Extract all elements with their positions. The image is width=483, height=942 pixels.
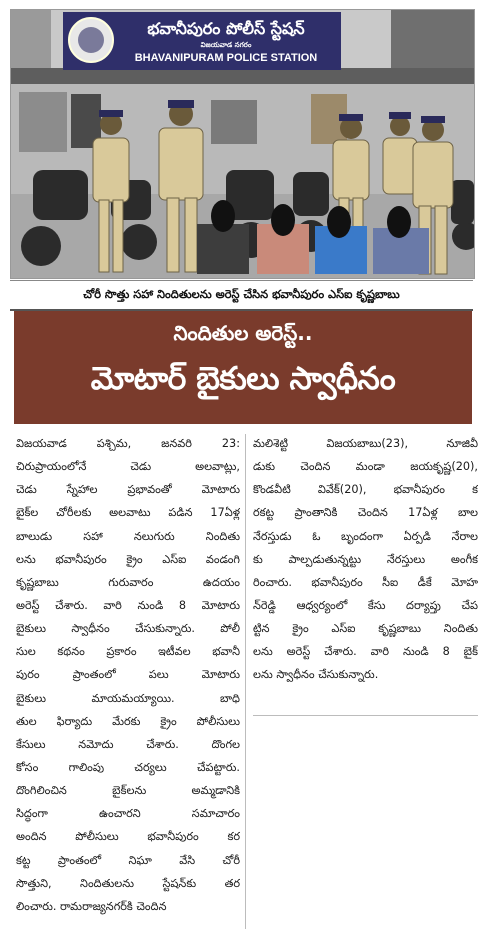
article-line: బాలుడు సహా నలుగురు నిందితు [16,529,240,543]
article-line: తుల ఫిర్యాదు మేరకు క్రైం పోలీసులు [16,714,240,728]
article-line: కట్ట ప్రాంతంలో నిఘా వేసి చోరీ [16,853,240,867]
article-line: బైకులు మాయమయ్యాయి. బాధి [16,691,240,705]
article-line: అందిన పోలీసులు భవానీపురం కర [16,830,240,844]
article-end-rule [253,715,478,716]
article-line: లించారు. రామరాజ్యనగర్‌కి చెందిన [16,899,167,913]
article-line: దొంగిలించిన బైక్‌లను అమ్మడానికి [16,784,240,798]
photo-caption-text: చోరీ సొత్తు సహా నిందితులను అరెస్ట్ చేసిన భవానీపురం ఎస్ఐ కృష్ణబాబు [83,286,400,301]
article-line: పురం ప్రాంతంలో పలు మోటారు [16,668,240,682]
article-line: సుల కథనం ప్రకారం ఇటీవల భవానీ [16,645,240,659]
article-line: సొత్తుని, నిందితులను స్టేషన్‌కు తర [16,876,240,890]
article-column-right [253,432,478,687]
article-line: ట్టిన క్రైం ఎస్ఐ కృష్ణబాబు నిందితు [253,622,478,636]
article-line: బైకులు స్వాధీనం చేసుకున్నారు. పోలీ [16,622,240,636]
article-line: రకట్ట ప్రాంతానికి చెందిన 17ఏళ్ల బాల [253,506,478,520]
article-line: చెడు స్నేహాల ప్రభావంతో మోటారు [16,483,240,497]
article-column-left [16,432,240,918]
article-line: కృష్ణబాబు గురువారం ఉదయం [16,575,240,589]
article-line: న్‌రెడ్డి ఆధ్వర్యంలో కేసు దర్యాప్తు చేప [253,598,478,612]
article-line: విజయవాడ పశ్చిమ, జనవరి 23: [16,437,240,450]
article-line: బైక్‌ల చోరీలకు అలవాటు పడిన 17ఏళ్ల [16,506,240,520]
article-line: అరెస్ట్ చేశారు. వారి నుండి 8 మోటారు [16,598,240,612]
article-line: రించారు. భవానీపురం సీఐ డీకే మోహ [253,575,478,589]
headline-main: మోటార్ బైకులు స్వాధీనం [90,361,396,397]
article-line: మలిశెట్టి విజయబాబు(23), నూజివీ [253,437,478,450]
article-line: డుకు చెందిన మండా జయకృష్ణ(20), [253,460,478,474]
article-line: కోసం గాలింపు చర్యలు చేపట్టారు. [16,760,240,774]
article-line: లను అరెస్ట్ చేశారు. వారి నుండి 8 బైక్ [253,645,478,659]
article-line: నేరస్తుడు ఓ బృందంగా ఏర్పడి నేరాల [253,529,478,543]
headline-box [14,311,472,424]
article-line: సిద్ధంగా ఉంచారని సమాచారం [16,807,240,821]
column-divider [245,434,246,929]
headline-kicker: నిందితుల అరెస్ట్.. [173,321,313,345]
sign-sub-text: విజయవాడ నగరం [200,41,252,49]
article-line: కొండవీటి వివేక్(20), భవానీపురం క [253,483,478,497]
sign-telugu-text: భవానీపురం పోలీస్ స్టేషన్ [147,19,305,38]
news-photo [10,9,475,279]
article-line: లను భవానీపురం క్రైం ఎస్ఐ వండంగి [16,552,240,566]
article-line: లను స్వాధీనం చేసుకున్నారు. [253,668,379,682]
article-line: కేసులు నమోదు చేశారు. దొంగల [16,737,240,751]
photo-caption [10,280,473,311]
sign-english-text: BHAVANIPURAM POLICE STATION [134,52,318,64]
article-line: చిరుప్రాయంలోనే చెడు అలవాట్లు, [16,460,240,474]
article-line: కు పాల్పడుతున్నట్టు నేరస్తులు అంగీక [253,552,478,566]
